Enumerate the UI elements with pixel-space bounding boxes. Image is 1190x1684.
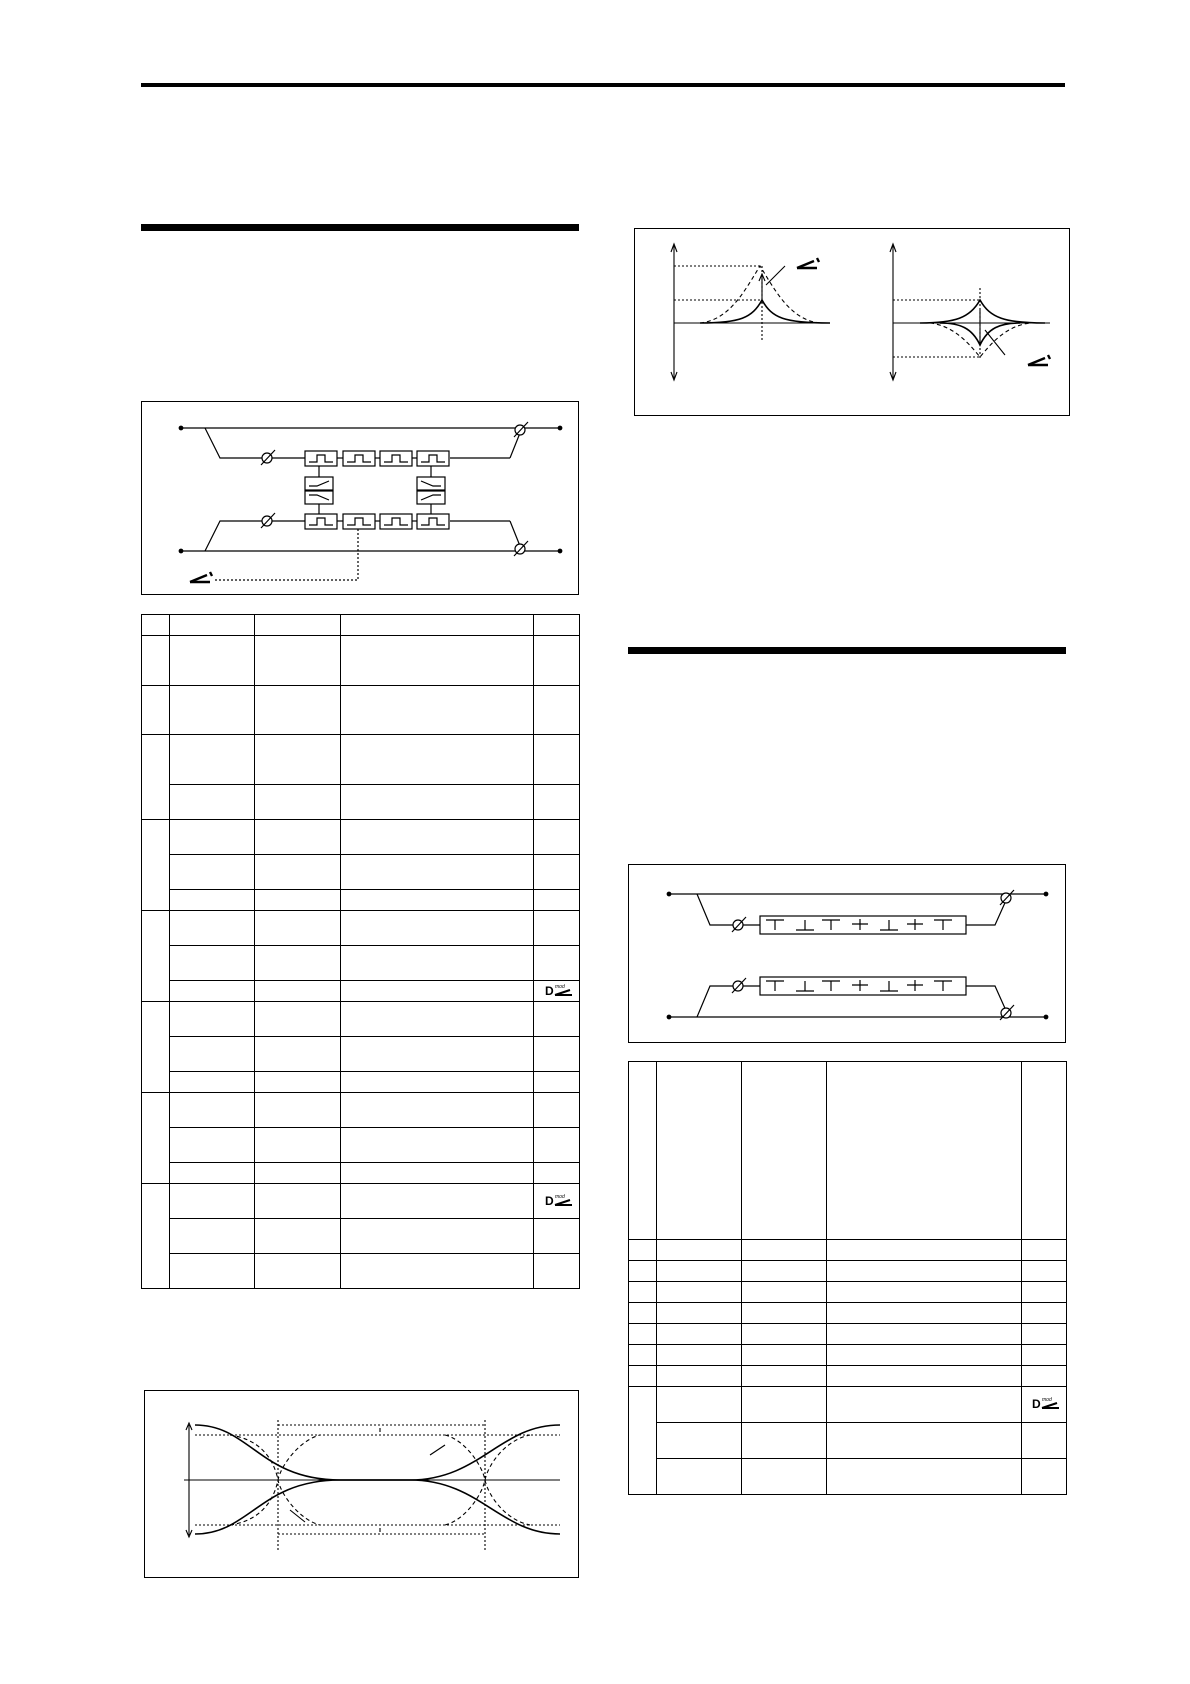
svg-text:mod: mod [555,1193,565,1200]
svg-text:mod: mod [1042,1397,1052,1403]
svg-text:D: D [545,983,554,998]
table-row [629,1345,1067,1366]
parameter-table-right [628,1061,1067,1495]
svg-text:mod: mod [555,983,565,990]
table-row [629,1324,1067,1345]
table-row [629,1282,1067,1303]
table-row [629,1366,1067,1387]
svg-text:D: D [1032,1397,1041,1411]
dmod-icon [1032,1396,1062,1410]
table-row [629,1261,1067,1282]
table-row [629,1240,1067,1261]
table-header-row [629,1062,1067,1240]
table-row [629,1303,1067,1324]
table-row [629,1423,1067,1459]
table-row [629,1459,1067,1495]
svg-text:D: D [545,1193,554,1208]
table-row [629,1387,1067,1423]
